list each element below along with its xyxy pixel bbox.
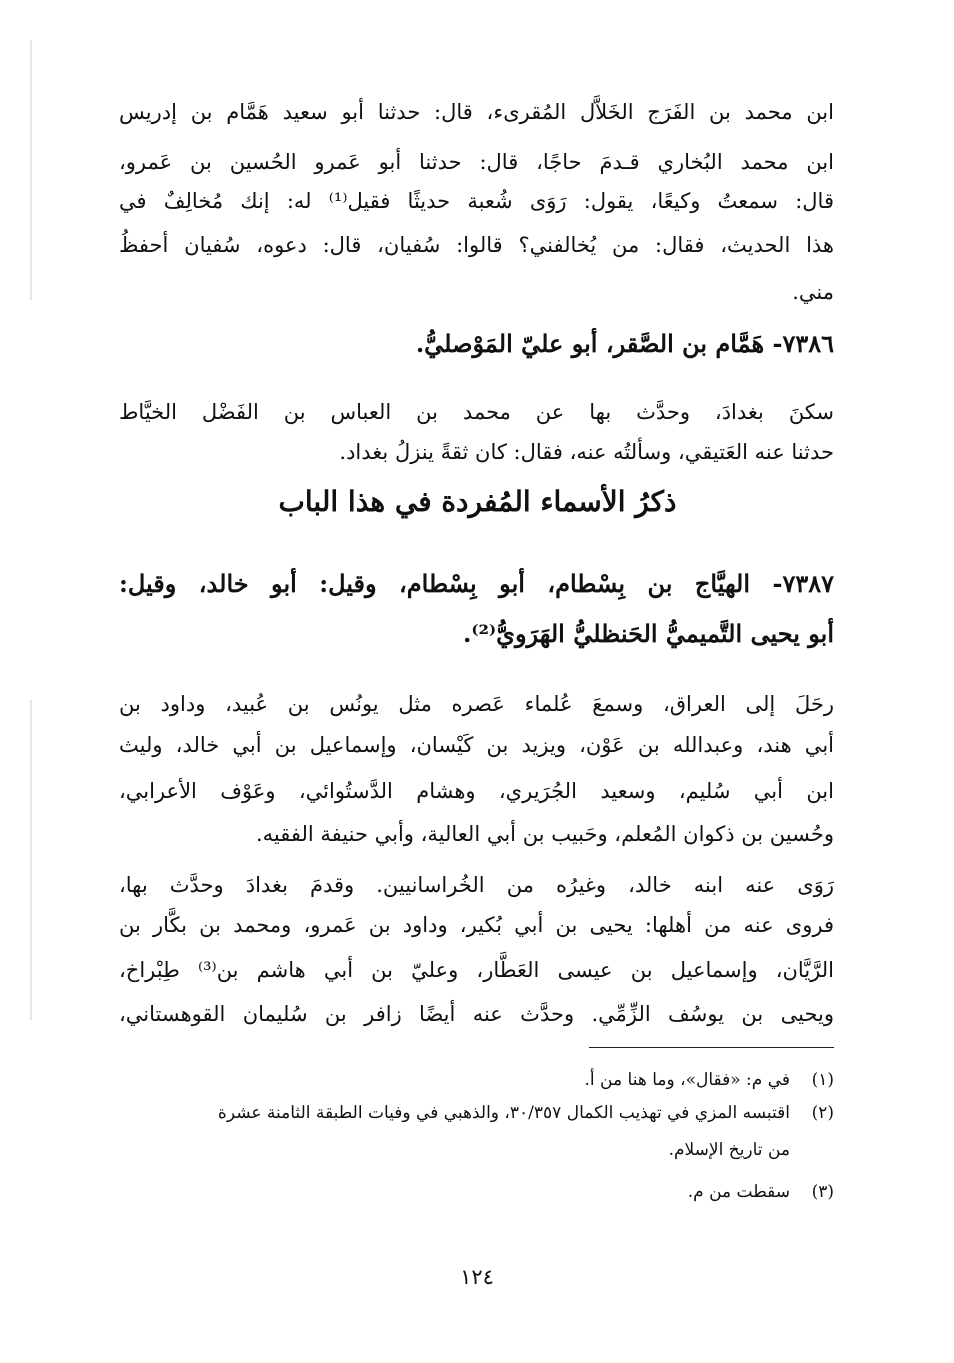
text-line: ويحيى بن يوسُف الزِّمِّي. وحدَّث عنه أيضًا زافر بن سُليمان القوهستاني، (119, 1002, 834, 1026)
entry-heading-7386: ٧٣٨٦- هَمَّام بن الصَّقر، أبو عليّ المَوْصليُّ. (415, 329, 834, 358)
scan-artifact (30, 700, 32, 1020)
footnote-text: في م: «فقال»، وما هنا من أ. (584, 1070, 790, 1090)
text-line: رحَلَ إلى العراق، وسمعَ عُلماء عَصره مثل يونُس بن عُبيد، وداود بن (119, 692, 834, 716)
footnote-number: (١) (811, 1070, 834, 1090)
footnote-text: سقطت من م. (687, 1182, 790, 1202)
text-line: أبي هند، وعبدالله بن عَوْن، ويزيد بن كَيْسان، وإسماعيل بن أبي خالد، وليث (119, 733, 834, 757)
footnote-text: من تاريخ الإسلام. (668, 1140, 790, 1160)
text-line: ابن محمد بن الفَرَج الخَلاَّل المُقرىء، قال: حدثنا أبو سعيد هَمَّام بن إدريس (119, 100, 834, 124)
text-line: ابن محمد البُخاري قـدمَ حاجًا، قال: حدثنا أبو عَمرو الحُسين بن عَمرو، (119, 150, 834, 174)
scan-artifact (30, 40, 32, 300)
text-line: فروى عنه من أهلها: يحيى بن أبي بُكير، وداود بن عَمرو، ومحمد بن بكَّار بن (119, 913, 834, 937)
entry-heading-7387-cont: أبو يحيى التَّميميُّ الحَنظليُّ الهَرَويُّ⁽²⁾. (463, 619, 834, 648)
footnote-3 (119, 1177, 834, 1207)
page-number: ١٢٤ (460, 1265, 494, 1289)
footnote-separator (589, 1047, 834, 1048)
footnote-number: (٣) (811, 1182, 834, 1202)
footnote-1 (119, 1065, 834, 1095)
entry-heading-7387: ٧٣٨٧- الهيَّاج بن بِسْطام، أبو بِسْطام، وقيل: أبو خالد، وقيل: (119, 569, 834, 598)
footnote-number: (٢) (811, 1103, 834, 1123)
text-line: قال: سمعتُ وكيعًا، يقول: رَوَى شُعبة حديثًا فقيل⁽¹⁾ له: إنك مُخالِفٌ في (119, 189, 834, 213)
text-line: هذا الحديث، فقال: من يُخالفني؟ قالوا: سُفيان، قال: دعوه، سُفيان أحفظُ (119, 233, 834, 257)
text-line: مني. (792, 280, 834, 304)
text-line: حدثنا عنه العَتيقي، وسألتُه عنه، فقال: كان ثقةً ينزلُ بغداد. (339, 440, 834, 464)
footnote-2 (119, 1098, 834, 1128)
text-line: وحُسين بن ذكوان المُعلم، وحَبيب بن أبي العالية، وأبي حنيفة الفقيه. (255, 822, 834, 846)
text-line: رَوَى عنه ابنه خالد، وغيرُه من الخُراسانيين. وقدمَ بغدادَ وحدَّث بها، (119, 873, 834, 897)
text-line: ابن أبي سُليم، وسعيد الجُرَيري، وهشام الدَّستُوائي، وعَوْف الأعرابي، (119, 779, 834, 803)
section-title: ذكرُ الأسماء المُفردة في هذا الباب (278, 485, 677, 518)
text-line: سكنَ بغدادَ، وحدَّث بها عن محمد بن العباس بن الفَضْل الخيَّاط (119, 400, 834, 424)
text-line: الرَّيَّان، وإسماعيل بن عيسى العَطَّار، وعليّ بن أبي هاشم بن⁽³⁾ طِبْراخ، (119, 958, 834, 982)
footnote-2-cont (119, 1135, 834, 1165)
footnote-text: اقتبسه المزي في تهذيب الكمال ٣٠/٣٥٧، والذهبي في وفيات الطبقة الثامنة عشرة (217, 1103, 790, 1123)
